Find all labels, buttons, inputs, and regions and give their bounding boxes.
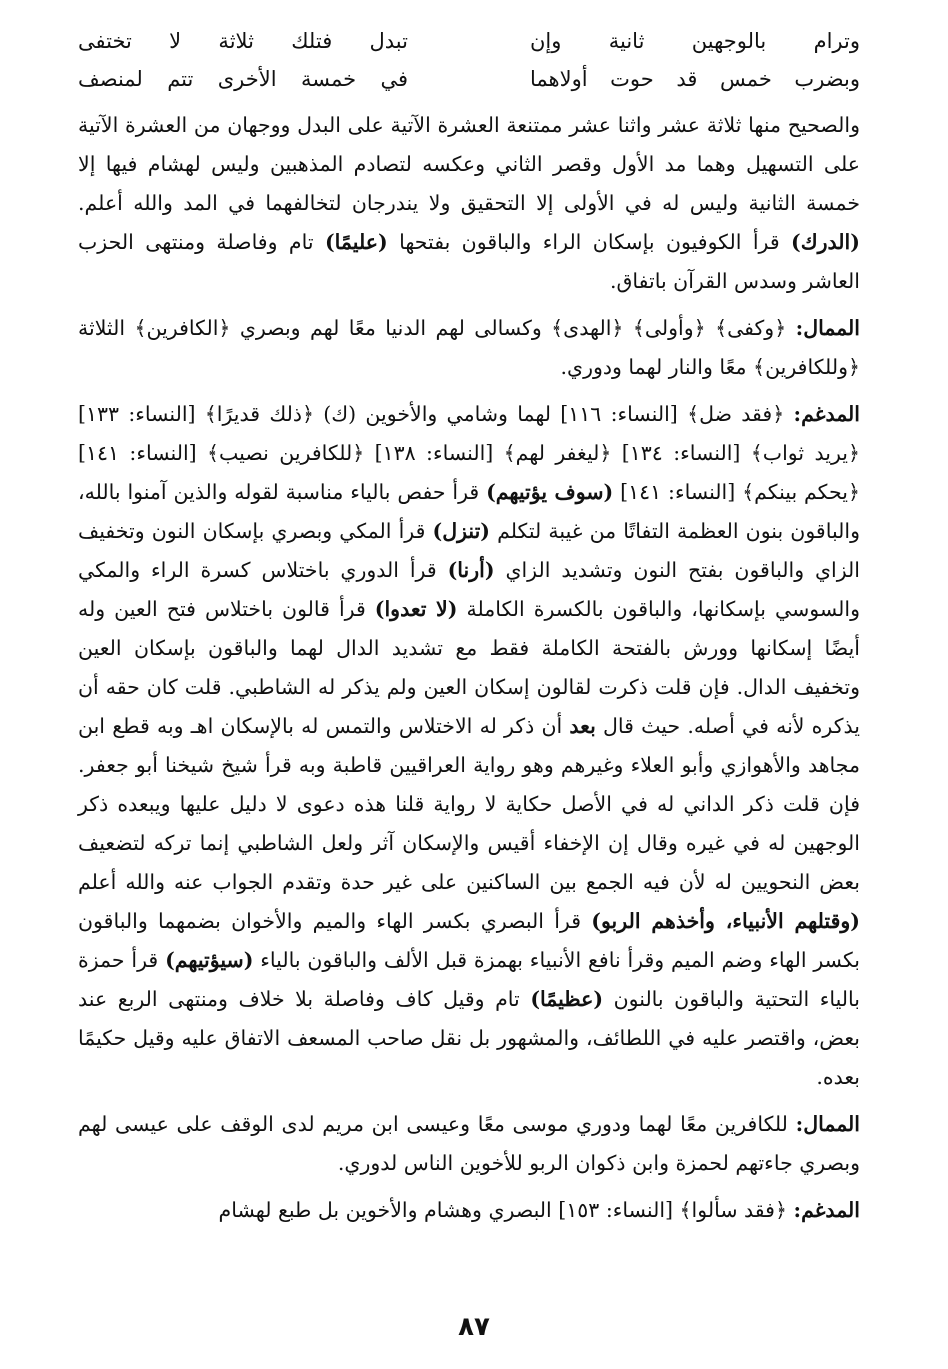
text-span: قرأ قالون باختلاس فتح العين وله أيضًا إسكانها وورش بالفتحة الكاملة فقط مع تشديد الدال لهما والباقون بإسكان العين وتخفيف الدال. فإن قلت ذكرت لقالون إسكان العين ولم يذكر له الشاطبي. قلت كان حقه أن يذكره لأنه في أصله. حيث قال xyxy=(78,597,860,738)
text-span: للكافرين معًا لهما ودوري موسى معًا وعيسى ابن مريم لدى الوقف على عيسى لهم وبصري جاءتهم لحمزة وابن ذكوان الربو للأخوين الناس لدوري. xyxy=(78,1112,860,1175)
text-span: قرأ حفص بالياء مناسبة لقوله والذين آمنوا بالله، والباقون بنون العظمة التفاتًا من غيبة لتكلم xyxy=(78,480,860,543)
paragraph-imala xyxy=(78,1105,860,1183)
text-span: والصحيح منها ثلاثة عشر واثنا عشر ممتنعة العشرة الآتية على البدل ووجهان من العشرة الآتية على التسهيل وهما مد الأول وقصر الثاني وعكسه لتصادم المذهبين وليس لهشام فيها إلا خمسة الثانية وليس له في الأولى إلا التحقيق ولا يندرجان لتخالفهما في المد والله أعلم. xyxy=(78,113,860,215)
text-span: ﴿وكفى﴾ ﴿وأولى﴾ ﴿الهدى﴾ وكسالى لهم الدنيا معًا لهم وبصري ﴿الكافرين﴾ الثلاثة ﴿وللكافرين﴾ معًا والنار لهما ودوري. xyxy=(78,316,860,379)
section-label: الممال: xyxy=(795,1112,860,1136)
text-span: تام وفاصلة ومنتهى الحزب العاشر وسدس القرآن باتفاق. xyxy=(78,230,860,293)
text-span: ﴿فقد سألوا﴾ [النساء: ١٥٣] البصري وهشام والأخوين بل طبع لهشام xyxy=(218,1198,787,1222)
poem-first-hemistich: وبضرب خمس قد حوت أولاهما xyxy=(530,67,860,91)
poem-second-hemistich: في خمسة الأخرى تتم لمنصف xyxy=(78,67,408,91)
text-span: قرأ المكي وبصري بإسكان النون وتخفيف الزاي والباقون بفتح النون وتشديد الزاي xyxy=(78,519,860,582)
section-label: المدغم: xyxy=(793,402,861,426)
bold-term: (سوف يؤتيهم) xyxy=(486,480,614,504)
section-label: الممال: xyxy=(795,316,860,340)
bold-term: (سيؤتيهم) xyxy=(165,948,254,972)
poem-second-hemistich: تبدل فتلك ثلاثة لا تختفى xyxy=(78,29,408,53)
text-span: ﴿فقد ضل﴾ [النساء: ١١٦] لهما وشامي والأخوين (ك) ﴿ذلك قديرًا﴾ [النساء: ١٣٣] ﴿يريد ثواب﴾ [النساء: ١٣٤] ﴿ليغفر لهم﴾ [النساء: ١٣٨] ﴿للكافرين نصيب﴾ [النساء: ١٤١] ﴿يحكم بينكم﴾ [النساء: ١٤١] xyxy=(78,402,860,504)
bold-term: (عظيمًا) xyxy=(530,987,604,1011)
bold-term: بعد xyxy=(569,714,596,738)
bold-term: (الدرك) xyxy=(791,230,860,254)
text-span: قرأ الكوفيون بإسكان الراء والباقون بفتحها xyxy=(399,230,780,254)
section-label: المدغم: xyxy=(793,1198,860,1222)
bold-term: (عليمًا) xyxy=(324,230,388,254)
poem-verse xyxy=(78,60,860,98)
poem-verses xyxy=(78,22,860,98)
paragraph-idgham xyxy=(78,395,860,1097)
text-span: أن ذكر له الاختلاس والتمس له بالإسكان اهـ وبه قطع ابن مجاهد والأهوازي وأبو العلاء وغيرهم وهو رواية العراقيين قاطبة وبه قرأ شيخ شيخنا أبو جعفر. فإن قلت ذكر الداني له في الأصل حكاية لا رواية قلنا هذه دعوى لا دليل عليها ويبعده ذكر الوجهين له في غيره وقال إن الإخفاء أقيس والإسكان آثر ولعل الشاطبي إنما تركه لتضعيف بعض النحويين له لأن فيه الجمع بين الساكنين على غير حدة وتقدم الجواب عنه والله أعلم xyxy=(78,714,860,894)
bold-term: (لا تعدوا) xyxy=(374,597,458,621)
poem-first-hemistich: وترام بالوجهين ثانية وإن xyxy=(530,29,860,53)
text-span: قرأ حمزة بالياء التحتية والباقون بالنون xyxy=(78,948,860,1011)
text-span: قرأ الدوري باختلاس كسرة الراء والمكي والسوسي بإسكانها، والباقون بالكسرة الكاملة xyxy=(78,558,860,621)
bold-term: (وقتلهم الأنبياء، وأخذهم الربو) xyxy=(591,909,860,933)
page-number: ٨٧ xyxy=(458,1312,490,1342)
text-span: تام وقيل كاف وفاصلة بلا خلاف ومنتهى الربع عند بعض، واقتصر عليه في اللطائف، والمشهور بل نقل صاحب المسعف الاتفاق عليه وقيل حكيمًا بعده. xyxy=(78,987,860,1089)
paragraph-imala xyxy=(78,309,860,387)
paragraph-idgham xyxy=(78,1191,860,1230)
poem-verse xyxy=(78,22,860,60)
bold-term: (تنزل) xyxy=(432,519,490,543)
bold-term: (أرنا) xyxy=(447,558,495,582)
text-span: قرأ البصري بكسر الهاء والميم والأخوان بضمهما والباقون بكسر الهاء وضم الميم وقرأ نافع الأنبياء بهمزة قبل الألف والباقون بالياء xyxy=(78,909,860,972)
paragraph-commentary xyxy=(78,106,860,301)
